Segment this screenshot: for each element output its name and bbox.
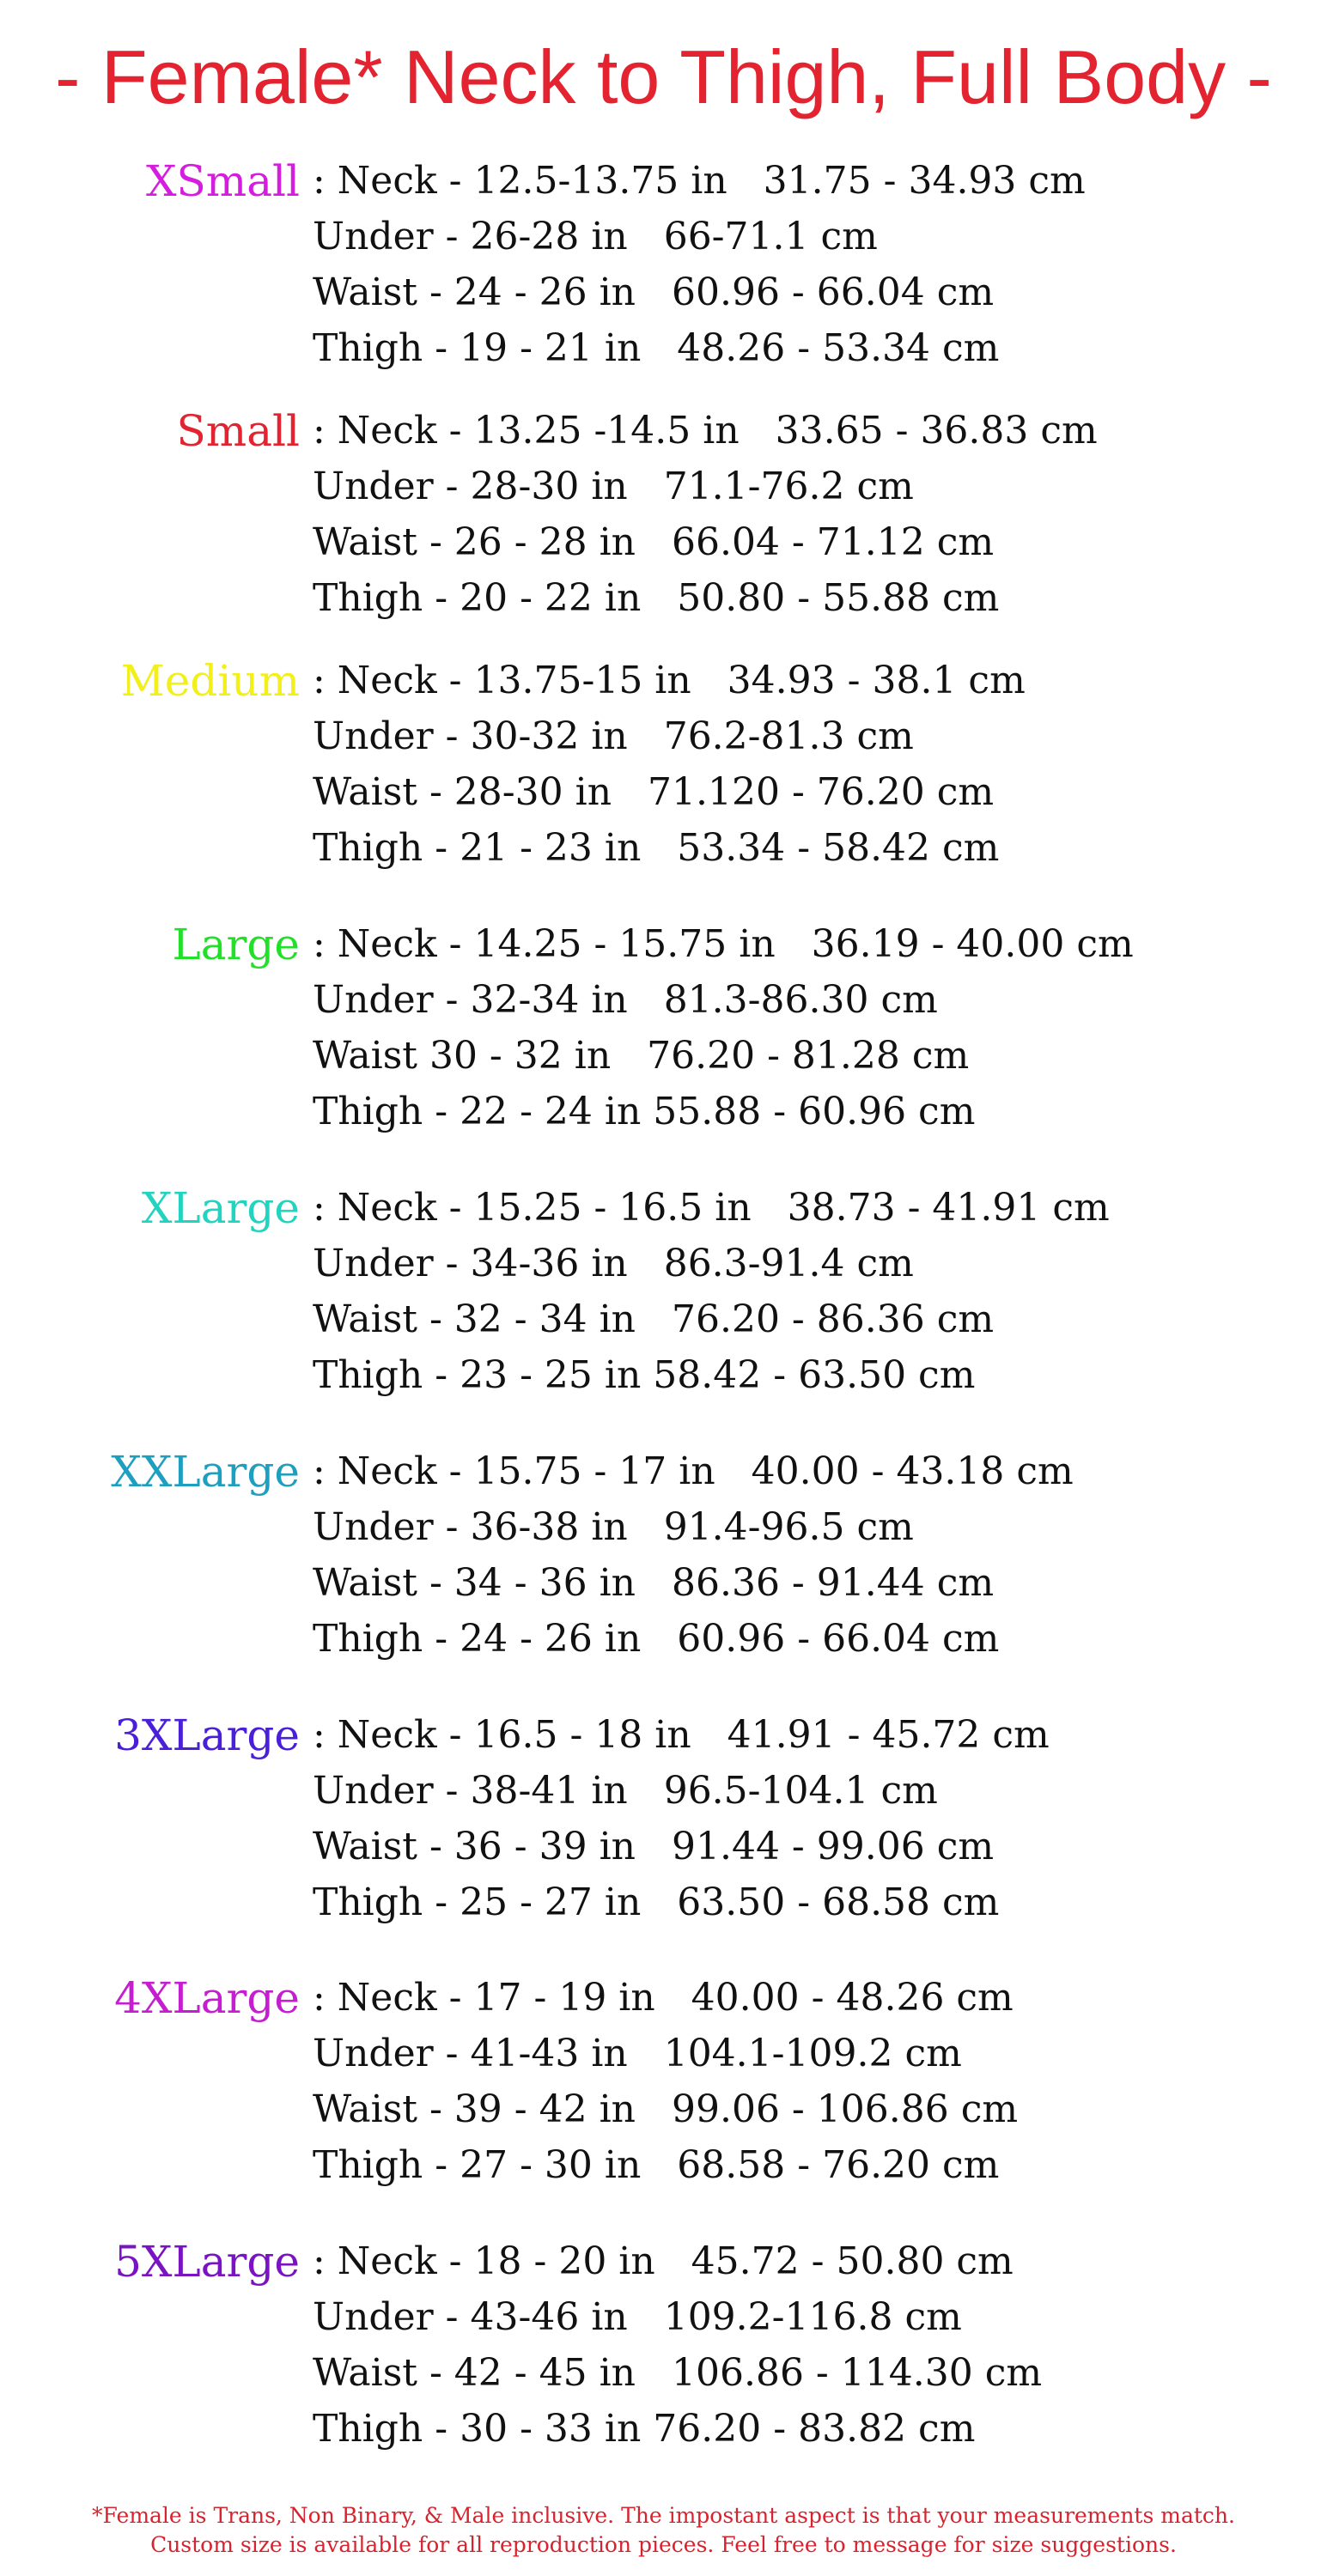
size-label: XLarge [141, 1183, 300, 1233]
size-label: 3XLarge [114, 1710, 300, 1760]
neck-measurement: : Neck - 15.75 - 17 in 40.00 - 43.18 cm [313, 1449, 1074, 1493]
size-block-xlarge [0, 1180, 1327, 1406]
thigh-measurement: Thigh - 27 - 30 in 68.58 - 76.20 cm [313, 2143, 1000, 2187]
footnote [0, 2501, 1327, 2560]
page-title: - Female* Neck to Thigh, Full Body - [55, 34, 1272, 119]
size-block-large [0, 916, 1327, 1143]
thigh-measurement: Thigh - 30 - 33 in 76.20 - 83.82 cm [313, 2407, 976, 2451]
size-label: Medium [120, 656, 300, 706]
neck-measurement: : Neck - 18 - 20 in 45.72 - 50.80 cm [313, 2239, 1014, 2283]
waist-measurement: Waist - 28-30 in 71.120 - 76.20 cm [313, 770, 995, 814]
size-block-5xlarge [0, 2233, 1327, 2460]
waist-measurement: Waist - 39 - 42 in 99.06 - 106.86 cm [313, 2087, 1019, 2131]
size-block-xsmall [0, 153, 1327, 380]
neck-measurement: : Neck - 17 - 19 in 40.00 - 48.26 cm [313, 1976, 1014, 2020]
waist-measurement: Waist 30 - 32 in 76.20 - 81.28 cm [313, 1034, 970, 1078]
thigh-measurement: Thigh - 24 - 26 in 60.96 - 66.04 cm [313, 1617, 1000, 1661]
under-measurement: Under - 41-43 in 104.1-109.2 cm [313, 2032, 962, 2075]
neck-measurement: : Neck - 12.5-13.75 in 31.75 - 34.93 cm [313, 159, 1086, 203]
size-block-4xlarge [0, 1970, 1327, 2196]
under-measurement: Under - 30-32 in 76.2-81.3 cm [313, 714, 914, 758]
neck-measurement: : Neck - 15.25 - 16.5 in 38.73 - 41.91 cm [313, 1186, 1110, 1230]
under-measurement: Under - 36-38 in 91.4-96.5 cm [313, 1505, 914, 1549]
footnote-line-1: *Female is Trans, Non Binary, & Male inclusive. The impostant aspect is that your measurements match. [92, 2503, 1235, 2528]
size-label: XXLarge [111, 1447, 300, 1497]
under-measurement: Under - 28-30 in 71.1-76.2 cm [313, 465, 914, 508]
under-measurement: Under - 43-46 in 109.2-116.8 cm [313, 2295, 962, 2339]
waist-measurement: Waist - 42 - 45 in 106.86 - 114.30 cm [313, 2351, 1043, 2395]
waist-measurement: Waist - 32 - 34 in 76.20 - 86.36 cm [313, 1297, 995, 1341]
size-label: 4XLarge [114, 1973, 300, 2023]
thigh-measurement: Thigh - 20 - 22 in 50.80 - 55.88 cm [313, 576, 1000, 620]
under-measurement: Under - 26-28 in 66-71.1 cm [313, 215, 878, 258]
waist-measurement: Waist - 24 - 26 in 60.96 - 66.04 cm [313, 270, 995, 314]
neck-measurement: : Neck - 14.25 - 15.75 in 36.19 - 40.00 cm [313, 922, 1134, 966]
neck-measurement: : Neck - 13.75-15 in 34.93 - 38.1 cm [313, 659, 1026, 702]
waist-measurement: Waist - 34 - 36 in 86.36 - 91.44 cm [313, 1561, 995, 1605]
footnote-line-2: Custom size is available for all reproduction pieces. Feel free to message for size suggestions. [150, 2532, 1177, 2557]
size-label: 5XLarge [114, 2237, 300, 2287]
size-label: Small [176, 406, 300, 456]
waist-measurement: Waist - 36 - 39 in 91.44 - 99.06 cm [313, 1825, 995, 1868]
neck-measurement: : Neck - 16.5 - 18 in 41.91 - 45.72 cm [313, 1713, 1050, 1757]
size-block-3xlarge [0, 1707, 1327, 1934]
size-block-xxlarge [0, 1443, 1327, 1670]
size-label: Large [172, 920, 300, 969]
thigh-measurement: Thigh - 23 - 25 in 58.42 - 63.50 cm [313, 1353, 976, 1397]
size-block-small [0, 403, 1327, 629]
size-label: XSmall [145, 156, 300, 206]
under-measurement: Under - 34-36 in 86.3-91.4 cm [313, 1242, 914, 1285]
under-measurement: Under - 38-41 in 96.5-104.1 cm [313, 1769, 938, 1813]
thigh-measurement: Thigh - 22 - 24 in 55.88 - 60.96 cm [313, 1090, 976, 1133]
waist-measurement: Waist - 26 - 28 in 66.04 - 71.12 cm [313, 520, 995, 564]
neck-measurement: : Neck - 13.25 -14.5 in 33.65 - 36.83 cm [313, 409, 1098, 453]
thigh-measurement: Thigh - 25 - 27 in 63.50 - 68.58 cm [313, 1880, 1000, 1924]
thigh-measurement: Thigh - 19 - 21 in 48.26 - 53.34 cm [313, 326, 1000, 370]
size-block-medium [0, 653, 1327, 879]
under-measurement: Under - 32-34 in 81.3-86.30 cm [313, 978, 938, 1022]
thigh-measurement: Thigh - 21 - 23 in 53.34 - 58.42 cm [313, 826, 1000, 870]
